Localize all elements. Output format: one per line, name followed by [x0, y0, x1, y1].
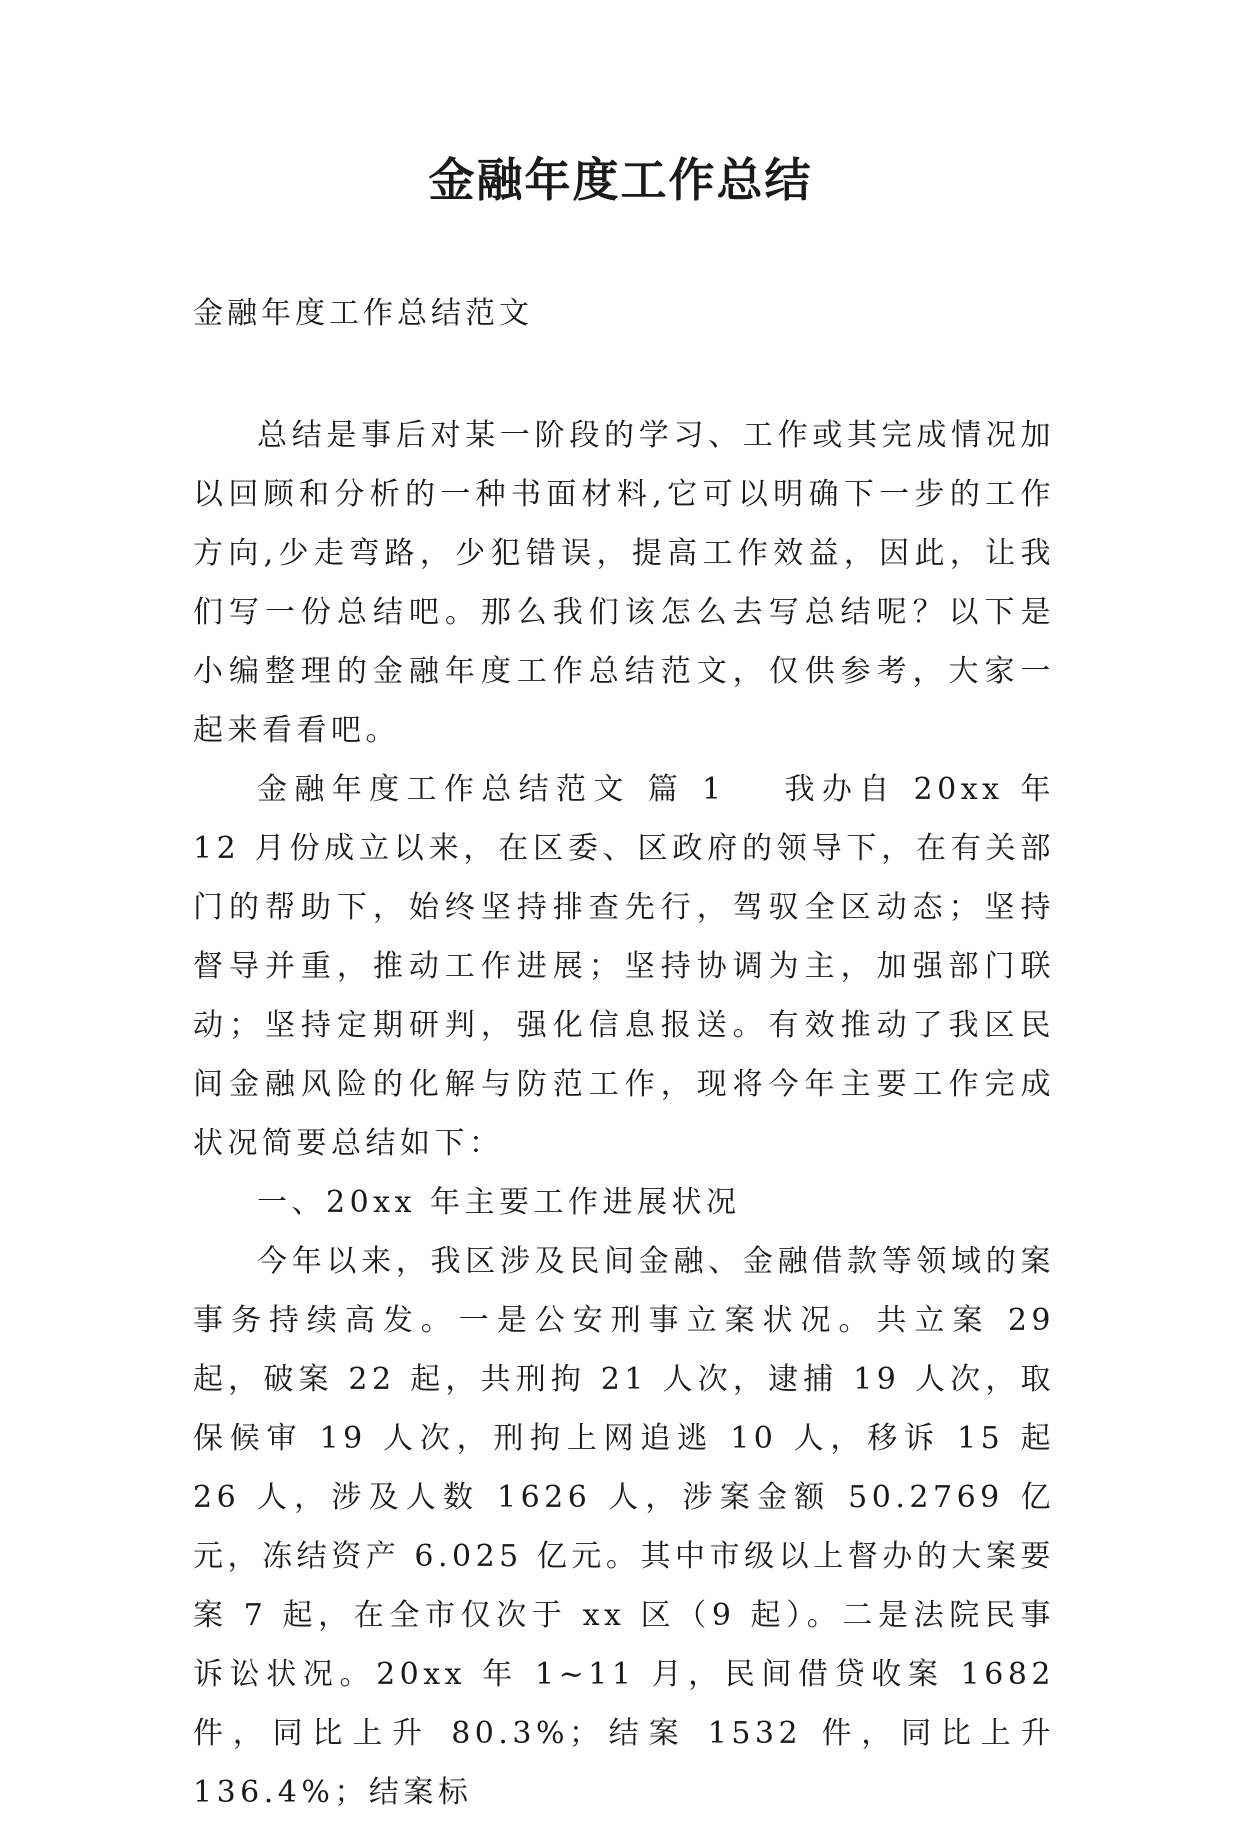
- section-paragraph: 今年以来，我区涉及民间金融、金融借款等领域的案事务持续高发。一是公安刑事立案状况。共立案 29 起，破案 22 起，共刑拘 21 人次，逮捕 19 人次，取保候审 19 人次，刑拘上网追逃 10 人，移诉 15 起 26 人，涉及人数 1626 人，涉案金额 50.2769 亿元，冻结资产 6.025 亿元。其中市级以上督办的大案要案 7 起，在全市仅次于 xx 区（9 起）。二是法院民事诉讼状况。20xx 年 1~11 月，民间借贷收案 1682 件，同比上升 80.3%；结案 1532 件，同比上升 136.4%；结案标: [193, 1244, 1055, 1810]
- document-body: [193, 406, 1055, 1822]
- part-text: 我办自 20xx 年 12 月份成立以来，在区委、区政府的领导下，在有关部门的帮助下，始终坚持排查先行，驾驭全区动态；坚持督导并重，推动工作进展；坚持协调为主，加强部门联动；坚持定期研判，强化信息报送。有效推动了我区民间金融风险的化解与防范工作，现将今年主要工作完成状况简要总结如下：: [193, 772, 1055, 1161]
- section-heading: 一、20xx 年主要工作进展状况: [257, 1185, 741, 1220]
- document-title: 金融年度工作总结: [428, 153, 813, 207]
- intro-paragraph: 总结是事后对某一阶段的学习、工作或其完成情况加以回顾和分析的一种书面材料,它可以明确下一步的工作方向,少走弯路，少犯错误，提高工作效益，因此，让我们写一份总结吧。那么我们该怎么去写总结呢？以下是小编整理的金融年度工作总结范文，仅供参考，大家一起来看看吧。: [193, 418, 1055, 748]
- part-label: 金融年度工作总结范文 篇 1: [257, 772, 726, 807]
- part-paragraph: [193, 760, 1055, 1173]
- document-subtitle: 金融年度工作总结范文: [193, 296, 533, 331]
